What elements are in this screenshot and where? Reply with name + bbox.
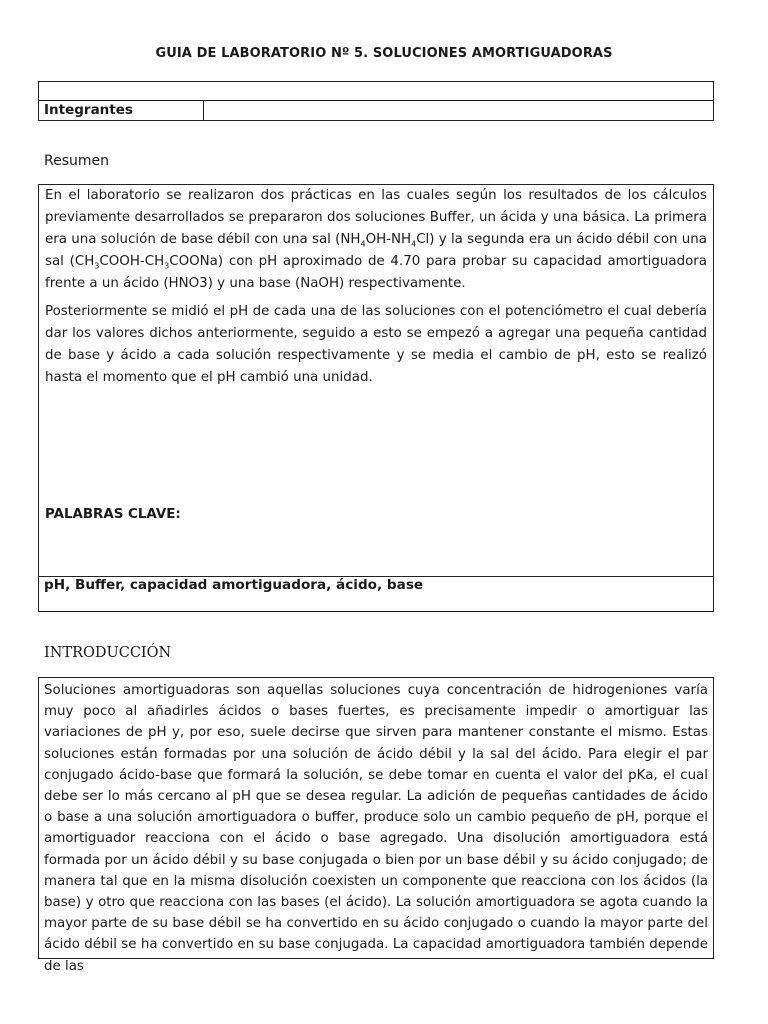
introduccion-heading: INTRODUCCIÓN — [44, 645, 172, 661]
integrantes-table — [38, 81, 714, 121]
integrantes-row — [39, 101, 713, 121]
integrantes-header-row — [39, 82, 713, 101]
introduccion-paragraph: Soluciones amortiguadoras son aquellas soluciones cuya concentración de hidrogeniones varía muy poco al añadirles ácidos o bases fuertes, es precisamente impedir o amortiguar las variaciones de pH y, por eso, suele decirse que sirven para mantener constante el mismo. Estas soluciones están formadas por una solución de ácido débil y la sal del ácido. Para elegir el par conjugado ácido-base que formará la solución, se debe tomar en cuenta el valor del pKa, el cual debe ser lo más cercano al pH que se desea regular. La adición de pequeñas cantidades de ácido o base a una solución amortiguadora o buffer, produce solo un cambio pequeño de pH, porque el amortiguador reacciona con el ácido o base agregado. Una disolución amortiguadora está formada por un ácido débil y su base conjugada o bien por un base débil y su ácido conjugado; de manera tal que en la misma disolución coexisten un componente que reacciona con los ácidos (la base) y otro que reacciona con las bases (el ácido). La solución amortiguadora se agota cuando la mayor parte de su base débil se ha convertido en su ácido conjugado o cuando la mayor parte del ácido débil se ha convertido en su base conjugada. La capacidad amortiguadora también depende de las — [44, 683, 708, 974]
resumen-heading: Resumen — [44, 153, 110, 169]
resumen-box — [38, 184, 714, 612]
integrantes-label: Integrantes — [39, 101, 204, 121]
integrantes-value-cell — [204, 101, 713, 121]
resumen-paragraph-1: En el laboratorio se realizaron dos prácticas en las cuales según los resultados de los cálculos previamente desarrollados se prepararon dos soluciones Buffer, un ácida y una básica. La primera era una solución de base débil con una sal $(NH_4OH-NH_4Cl)$ y la segunda era un ácido débil con una sal $(CH_3COOH-CH_3COONa)$ con pH aproximado de 4.70 para probar su capacidad amortiguadora frente a un ácido (HNO3) y una base (NaOH) respectivamente. — [45, 188, 707, 291]
document-title: GUIA DE LABORATORIO Nº 5. SOLUCIONES AMORTIGUADORAS — [155, 46, 613, 61]
introduccion-box — [38, 677, 714, 974]
keywords-values: pH, Buffer, capacidad amortiguadora, ácido, base — [44, 577, 424, 593]
resumen-paragraph-2: Posteriormente se midió el pH de cada una de las soluciones con el potenciómetro el cual debería dar los valores dichos anteriormente, seguido a esto se empezó a agregar una pequeña cantidad de base y ácido a cada solución respectivamente y se media el cambio de pH, esto se realizó hasta el momento que el pH cambió una unidad. — [45, 304, 707, 385]
keywords-label: PALABRAS CLAVE: — [45, 507, 181, 522]
